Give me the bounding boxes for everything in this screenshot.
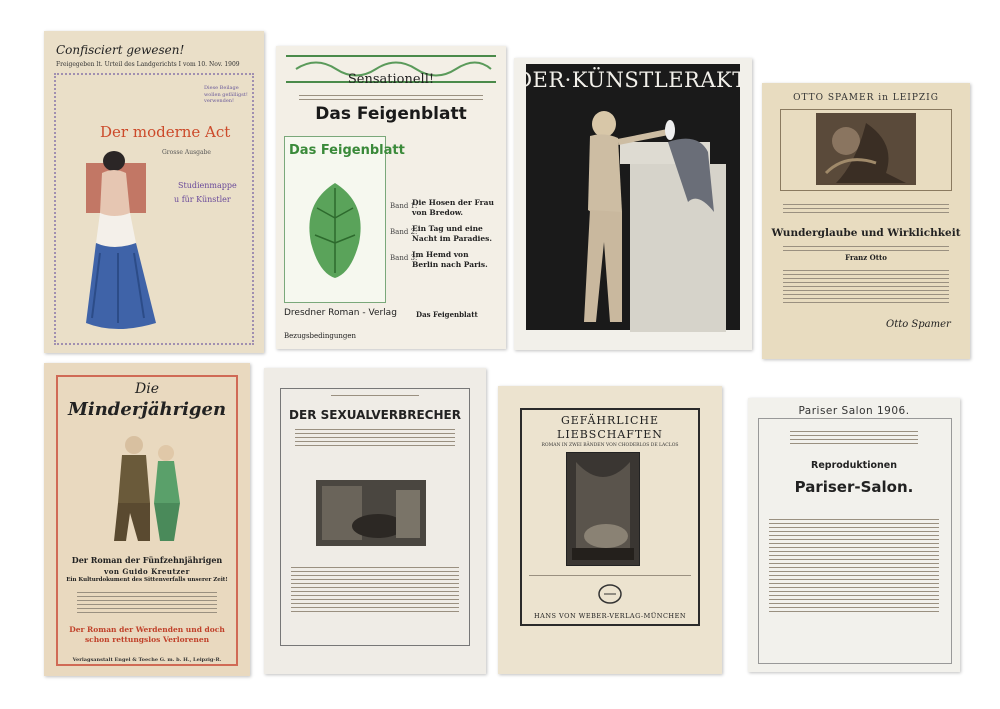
flyer-header: OTTO SPAMER in LEIPZIG (793, 93, 939, 103)
fig-leaf-illustration (297, 173, 373, 283)
flyer-subline: Freigegeben lt. Urteil des Landgerichts I vom 10. Nov. 1909 (56, 61, 240, 68)
publisher: HANS VON WEBER-VERLAG-MÜNCHEN (533, 612, 687, 620)
band-2-label: Band 2: (390, 228, 418, 236)
bedroom-engraving (566, 452, 640, 566)
box-title: Das Feigenblatt (416, 310, 478, 319)
cover-title: Das Feigenblatt (289, 143, 405, 158)
couple-illustration (104, 433, 194, 545)
flyer-moderne-act (44, 31, 264, 353)
band-2-text: Ein Tag und eine Nacht im Paradies. (412, 224, 493, 243)
band-1-text: Die Hosen der Frau von Bredow. (412, 198, 494, 217)
flyer-title: Das Feigenblatt (315, 104, 467, 124)
flyer-title: Wunderglaube und Wirklichkeit (771, 227, 961, 239)
band-3-text: Im Hemd von Berlin nach Paris. (412, 250, 488, 269)
title-line-2: Pariser-Salon. (794, 478, 914, 496)
footer-bezug: Bezugsbedingungen (284, 332, 357, 340)
flyer-series2: u für Künstler (174, 195, 231, 204)
band-3-label: Band 3: (390, 254, 418, 262)
headline-sensationell: Sensationell! (347, 72, 435, 87)
signature: Otto Spamer (886, 319, 951, 330)
flyer-title: Minderjährigen (67, 399, 227, 420)
title-line-1: Reproduktionen (811, 460, 897, 471)
flyer-minderjaehrigen (44, 363, 250, 676)
flyer-title: DER·KÜNSTLERAKT. (515, 68, 751, 92)
flyer-edition: Grosse Ausgabe (162, 149, 211, 156)
flyer-author: von Guido Kreutzer (104, 567, 190, 576)
publisher: Verlagsanstalt Engel & Toeche G. m. b. H., Leipzig-R. (72, 657, 222, 663)
flyer-pariser-salon (748, 398, 960, 672)
confisciert-label: Confisciert gewesen! (56, 43, 185, 57)
title-line-2: LIEBSCHAFTEN (557, 428, 663, 441)
flyer-kuenstlerakt (514, 58, 752, 350)
nude-figure-illustration (538, 102, 748, 332)
flyer-wunderglaube (762, 83, 970, 359)
flyer-subtitle: Der Roman der Fünfzehnjährigen (71, 555, 223, 565)
engraving-illustration (816, 113, 916, 185)
title-line-1: GEFÄHRLICHE (560, 414, 659, 427)
publisher-emblem (590, 582, 630, 606)
flyer-author: Franz Otto (845, 253, 887, 262)
flyer-slogan: Der Roman der Werdenden und doch schon rettungslos Verlorenen (69, 625, 225, 644)
scene-photo (316, 480, 426, 546)
flyer-title: DER SEXUALVERBRECHER (289, 408, 461, 422)
flyer-gefaehrliche-liebschaften (498, 386, 722, 674)
flyer-tagline: Ein Kulturdokument des Sittenverfalls unserer Zeit! (66, 577, 228, 583)
band-1-label: Band 1: (390, 202, 418, 210)
flyer-title: Der moderne Act (100, 123, 231, 141)
title-die: Die (135, 381, 159, 397)
woman-illustration (78, 143, 168, 333)
flyer-note: Diese Beilage wollen gefälligst! verwenden! (204, 85, 248, 104)
flyer-sexualverbrecher (264, 368, 486, 674)
flyer-series: Studienmappe (178, 181, 237, 190)
flyer-subtitle: ROMAN IN ZWEI BÄNDEN VON CHODERLOS DE LACLOS (541, 443, 679, 448)
flyer-feigenblatt (276, 46, 506, 349)
flyer-header: Pariser Salon 1906. (798, 405, 910, 417)
publisher: Dresdner Roman - Verlag (284, 308, 397, 318)
